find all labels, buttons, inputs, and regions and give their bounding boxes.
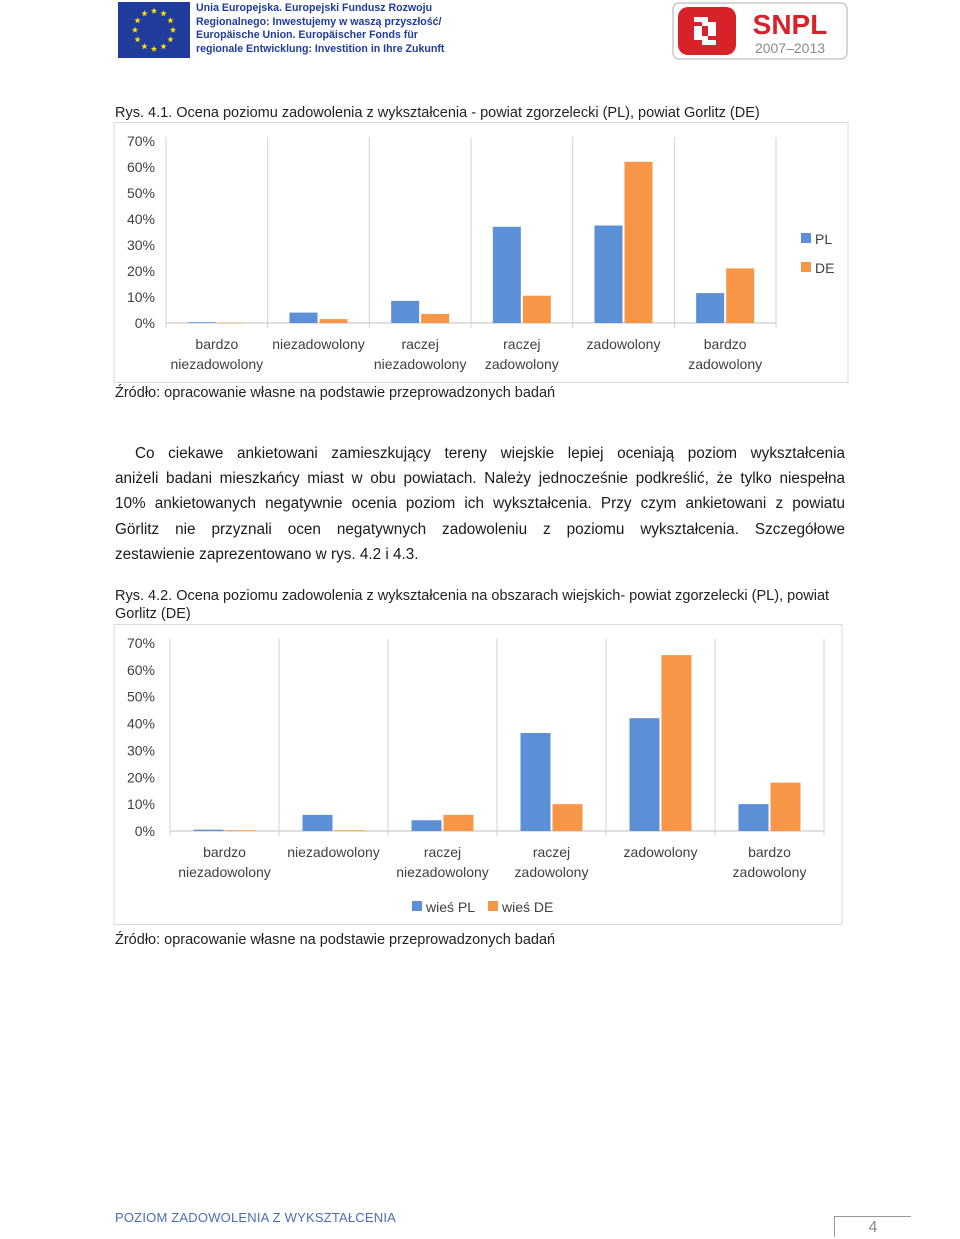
page-number: 4 [834, 1216, 911, 1237]
x-category-label: zadowolony [732, 864, 807, 880]
eu-stars-icon [118, 2, 190, 58]
footer-title: POZIOM ZADOWOLENIA Z WYKSZTAŁCENIA [115, 1210, 397, 1225]
x-category-label: zadowolony [586, 336, 661, 352]
x-category-label: niezadowolony [272, 336, 365, 352]
figure2-caption [115, 587, 845, 623]
legend-label: PL [815, 231, 833, 247]
paragraph-line: aniżeli badani mieszkańcy miast w obu powiatach. Należy jednocześnie podkreślić, że tylko niespełna [115, 470, 845, 488]
snpl-logo-graphic [672, 2, 848, 60]
eu-star-icon [160, 43, 166, 49]
bar-pl [493, 227, 521, 323]
eu-text-line: Unia Europejska. Europejski Fundusz Rozwoju [196, 2, 433, 14]
x-category-label: raczej [532, 844, 571, 860]
bar-wieś-pl [521, 733, 551, 831]
snpl-logo [672, 2, 848, 60]
eu-text-line: Europäische Union. Europäischer Fonds für [196, 29, 418, 42]
eu-star-icon [170, 27, 176, 33]
eu-star-icon [141, 10, 147, 16]
bar-pl [188, 322, 216, 323]
y-tick-label: 60% [126, 159, 155, 175]
eu-text-line: Regionalnego: Inwestujemy w waszą przyszłość/ [196, 15, 442, 28]
x-category-label: zadowolony [514, 864, 589, 880]
y-tick-label: 30% [126, 742, 155, 759]
chart1-area [110, 122, 850, 384]
bar-wieś-de [226, 830, 256, 831]
y-tick-label: 20% [126, 769, 155, 786]
bar-wieś-de [444, 815, 474, 831]
eu-flag-logo [118, 2, 190, 58]
bar-wieś-de [771, 783, 801, 831]
paragraph-line: Görlitz nie przyznali ocen negatywnych zadowoleniu z poziomu wykształcenia. Szczegółowe [115, 520, 845, 538]
bar-pl [696, 293, 724, 323]
eu-star-icon [141, 43, 147, 49]
figure2-caption-line: Gorlitz (DE) [115, 606, 191, 622]
y-tick-label: 0% [134, 823, 155, 839]
bar-pl [595, 226, 623, 324]
figure1-caption: Rys. 4.1. Ocena poziomu zadowolenia z wykształcenia - powiat zgorzelecki (PL), powiat Gorlitz (DE) [115, 105, 760, 121]
bar-de [320, 319, 348, 323]
bar-wieś-pl [630, 718, 660, 831]
eu-funding-text [196, 2, 446, 56]
chart1-svg [110, 122, 850, 384]
bar-wieś-pl [412, 820, 442, 831]
bar-de [523, 296, 551, 323]
y-tick-label: 30% [126, 237, 155, 253]
y-tick-label: 0% [134, 315, 155, 331]
x-category-label: bardzo [203, 844, 246, 860]
y-tick-label: 70% [126, 635, 155, 651]
body-paragraph [115, 441, 845, 567]
paragraph-line: 10% ankietowanych negatywnie ocenia poziom ich wykształcenia. Przy czym ankietowani z powiatu [115, 495, 845, 513]
eu-star-icon [167, 36, 173, 42]
eu-star-icon [132, 27, 138, 33]
snpl-name: SNPL [752, 9, 828, 40]
legend-label: wieś PL [426, 899, 476, 915]
eu-star-icon [151, 46, 157, 52]
paragraph-line: Co ciekawe ankietowani zamieszkujący tereny wiejskie lepiej oceniają poziom wykształcenia [135, 445, 845, 462]
bar-de [625, 162, 653, 323]
legend-swatch [488, 901, 498, 911]
y-tick-label: 50% [126, 185, 155, 201]
x-category-label: bardzo [748, 844, 791, 860]
eu-star-icon [151, 8, 157, 14]
legend-swatch [801, 262, 811, 272]
y-tick-label: 10% [126, 796, 155, 813]
y-tick-label: 40% [126, 715, 155, 732]
figure2-caption-line: Rys. 4.2. Ocena poziomu zadowolenia z wykształcenia na obszarach wiejskich- powiat zgorzelecki (PL), powiat [115, 588, 830, 604]
y-tick-label: 40% [126, 211, 155, 227]
bar-pl [290, 313, 318, 323]
chart2-svg [110, 624, 850, 926]
eu-star-icon [160, 10, 166, 16]
bar-wieś-de [553, 804, 583, 831]
chart2-area [110, 624, 850, 926]
bar-de [726, 268, 754, 323]
snpl-years: 2007–2013 [754, 40, 826, 56]
x-category-label: raczej [423, 844, 462, 860]
x-category-label: zadowolony [688, 356, 763, 372]
legend-label: wieś DE [502, 899, 554, 915]
y-tick-label: 70% [126, 133, 155, 149]
y-tick-label: 10% [126, 289, 155, 305]
bar-wieś-pl [739, 804, 769, 831]
bar-de [421, 314, 449, 323]
paragraph-line: zestawienie zaprezentowano w rys. 4.2 i 4.3. [115, 545, 419, 563]
eu-star-icon [134, 17, 140, 23]
figure2-source: Źródło: opracowanie własne na podstawie przeprowadzonych badań [115, 932, 556, 948]
eu-star-icon [134, 36, 140, 42]
bar-pl [391, 301, 419, 323]
legend-swatch [801, 233, 811, 243]
bar-wieś-pl [303, 815, 333, 831]
legend-label: DE [815, 260, 835, 276]
x-category-label: niezadowolony [287, 844, 380, 860]
legend-swatch [412, 901, 422, 911]
y-tick-label: 20% [126, 263, 155, 279]
y-tick-label: 50% [126, 688, 155, 705]
bar-wieś-de [662, 655, 692, 831]
x-category-label: niezadowolony [373, 356, 467, 372]
x-category-label: zadowolony [623, 844, 698, 860]
x-category-label: bardzo [703, 336, 747, 352]
x-category-label: raczej [503, 336, 541, 352]
x-category-label: bardzo [195, 336, 239, 352]
bar-de [218, 323, 246, 324]
figure1-source: Źródło: opracowanie własne na podstawie przeprowadzonych badań [115, 385, 556, 401]
y-tick-label: 60% [126, 661, 155, 678]
eu-text-line: regionale Entwicklung: Investition in Ihre Zukunft [196, 42, 445, 55]
x-category-label: niezadowolony [170, 356, 264, 372]
eu-star-icon [167, 17, 173, 23]
x-category-label: niezadowolony [396, 864, 489, 880]
bar-wieś-de [335, 830, 365, 831]
x-category-label: raczej [401, 336, 439, 352]
x-category-label: niezadowolony [178, 864, 271, 880]
bar-wieś-pl [194, 830, 224, 831]
x-category-label: zadowolony [484, 356, 559, 372]
